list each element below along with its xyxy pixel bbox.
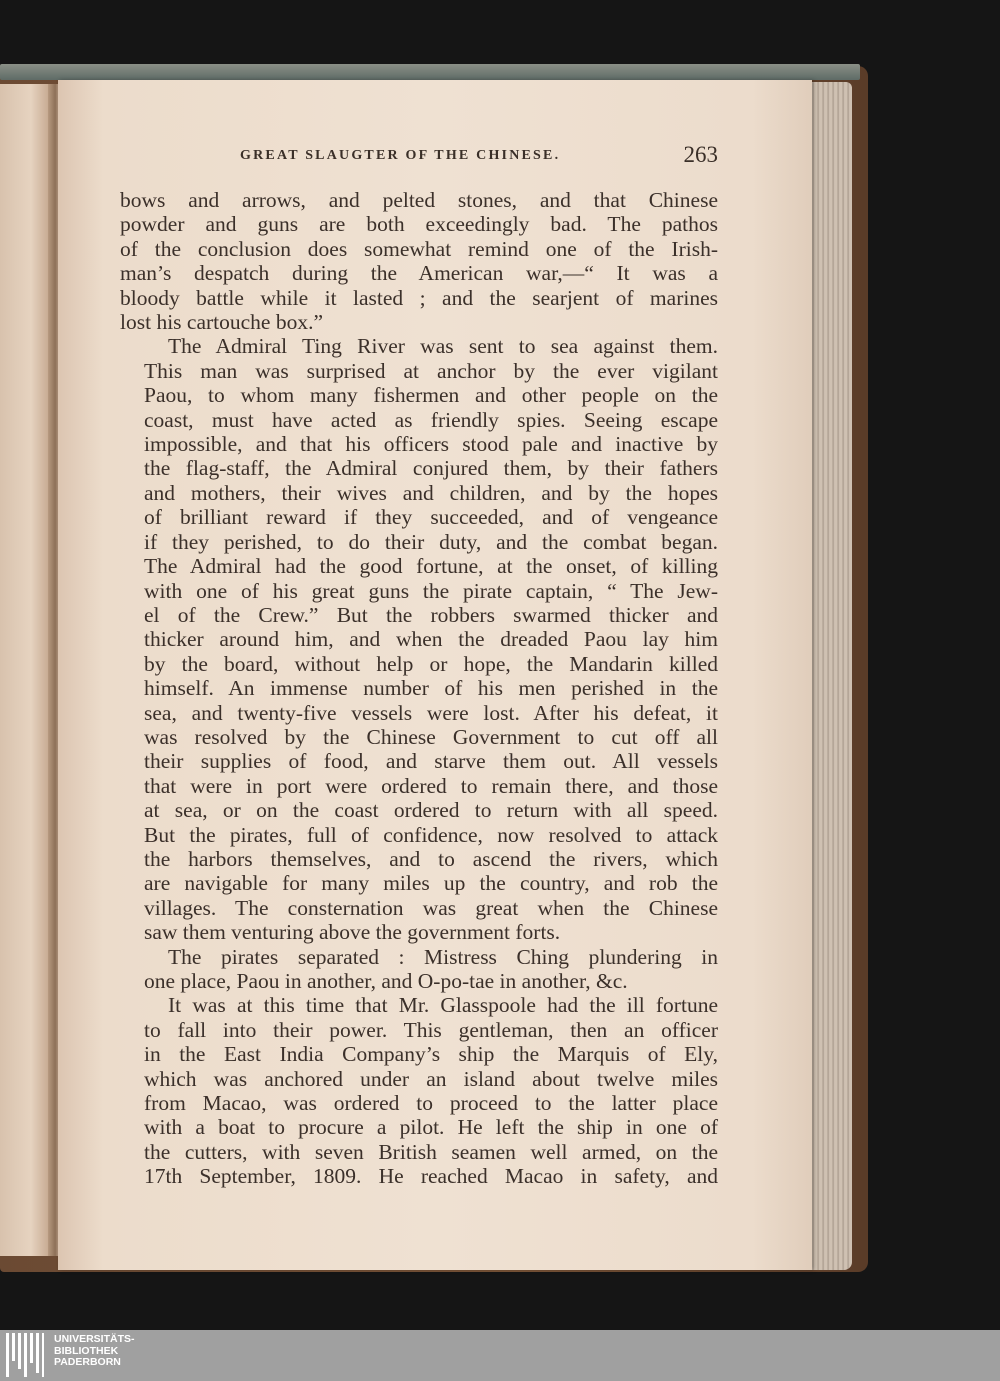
text-line: sea, and twenty-five vessels were lost. After his defeat, it	[144, 700, 718, 725]
footer-bar	[0, 1330, 1000, 1381]
text-line: one place, Paou in another, and O-po-tae in another, &c.	[144, 969, 628, 993]
text-line: the cutters, with seven British seamen well armed, on the	[144, 1139, 718, 1164]
paragraph	[120, 334, 718, 944]
text-line: lost his cartouche box.”	[120, 310, 324, 335]
text-line: 17th September, 1809. He reached Macao in safety, and	[144, 1164, 718, 1189]
library-logo-text	[54, 1334, 135, 1369]
text-line: which was anchored under an island about twelve miles	[144, 1066, 718, 1091]
text-line: their supplies of food, and starve them out. All vessels	[144, 749, 718, 774]
text-line: to fall into their power. This gentleman, then an officer	[144, 1017, 718, 1042]
text-line: This man was surprised at anchor by the ever vigilant	[144, 358, 718, 383]
text-line: The Admiral had the good fortune, at the onset, of killing	[144, 554, 718, 579]
text-line: powder and guns are both exceedingly bad. The pathos	[120, 212, 718, 237]
text-line: the flag-staff, the Admiral conjured them, by their fathers	[144, 456, 718, 481]
logo-line: BIBLIOTHEK	[54, 1344, 119, 1357]
library-barcode-logo-icon	[6, 1333, 46, 1377]
text-line: from Macao, was ordered to proceed to the latter place	[144, 1091, 718, 1116]
running-title: GREAT SLAUGTER OF THE CHINESE.	[240, 148, 561, 163]
text-line: that were in port were ordered to remain there, and those	[144, 773, 718, 798]
running-head	[240, 142, 720, 170]
text-line: The Admiral Ting River was sent to sea against them.	[168, 334, 718, 359]
text-line: But the pirates, full of confidence, now resolved to attack	[144, 822, 718, 847]
paragraph	[120, 945, 718, 994]
text-line: man’s despatch during the American war,—“ It was a	[120, 261, 718, 286]
text-line: coast, must have acted as friendly spies. Seeing escape	[144, 407, 718, 432]
logo-line: PADERBORN	[54, 1356, 121, 1368]
text-line: and mothers, their wives and children, and by the hopes	[144, 480, 718, 505]
text-line: el of the Crew.” But the robbers swarmed thicker and	[144, 602, 718, 627]
book-cover-top-edge	[0, 64, 860, 80]
text-line: at sea, or on the coast ordered to return with all speed.	[144, 798, 718, 823]
text-line: thicker around him, and when the dreaded Paou lay him	[144, 627, 718, 652]
text-line: villages. The consternation was great when the Chinese	[144, 895, 718, 920]
text-line: in the East India Company’s ship the Marquis of Ely,	[144, 1042, 718, 1067]
text-line: of the conclusion does somewhat remind one of the Irish-	[120, 236, 718, 261]
text-line: It was at this time that Mr. Glasspoole had the ill fortune	[168, 993, 718, 1018]
text-line: himself. An immense number of his men perished in the	[144, 676, 718, 701]
text-line: are navigable for many miles up the country, and rob the	[144, 871, 718, 896]
text-line: with one of his great guns the pirate captain, “ The Jew-	[144, 578, 718, 603]
text-line: with a boat to procure a pilot. He left the ship in one of	[144, 1115, 718, 1140]
text-line: the harbors themselves, and to ascend the rivers, which	[144, 846, 718, 871]
text-line: The pirates separated : Mistress Ching plundering in	[168, 944, 718, 969]
text-line: bloody battle while it lasted ; and the searjent of marines	[120, 285, 718, 310]
text-line: by the board, without help or hope, the Mandarin killed	[144, 651, 718, 676]
paragraph	[120, 993, 718, 1188]
text-line: Paou, to whom many fishermen and other people on the	[144, 383, 718, 408]
text-line: bows and arrows, and pelted stones, and that Chinese	[120, 188, 718, 212]
text-line: if they perished, to do their duty, and the combat began.	[144, 529, 718, 554]
paragraph	[120, 188, 718, 334]
text-line: of brilliant reward if they succeeded, and of vengeance	[144, 505, 718, 530]
text-line: impossible, and that his officers stood pale and inactive by	[144, 432, 718, 457]
page-number: 263	[683, 142, 718, 167]
body-text	[120, 188, 718, 1189]
text-line: was resolved by the Chinese Government to cut off all	[144, 724, 718, 749]
logo-line: UNIVERSITÄTS-	[54, 1333, 135, 1345]
text-line: saw them venturing above the government forts.	[144, 920, 561, 945]
